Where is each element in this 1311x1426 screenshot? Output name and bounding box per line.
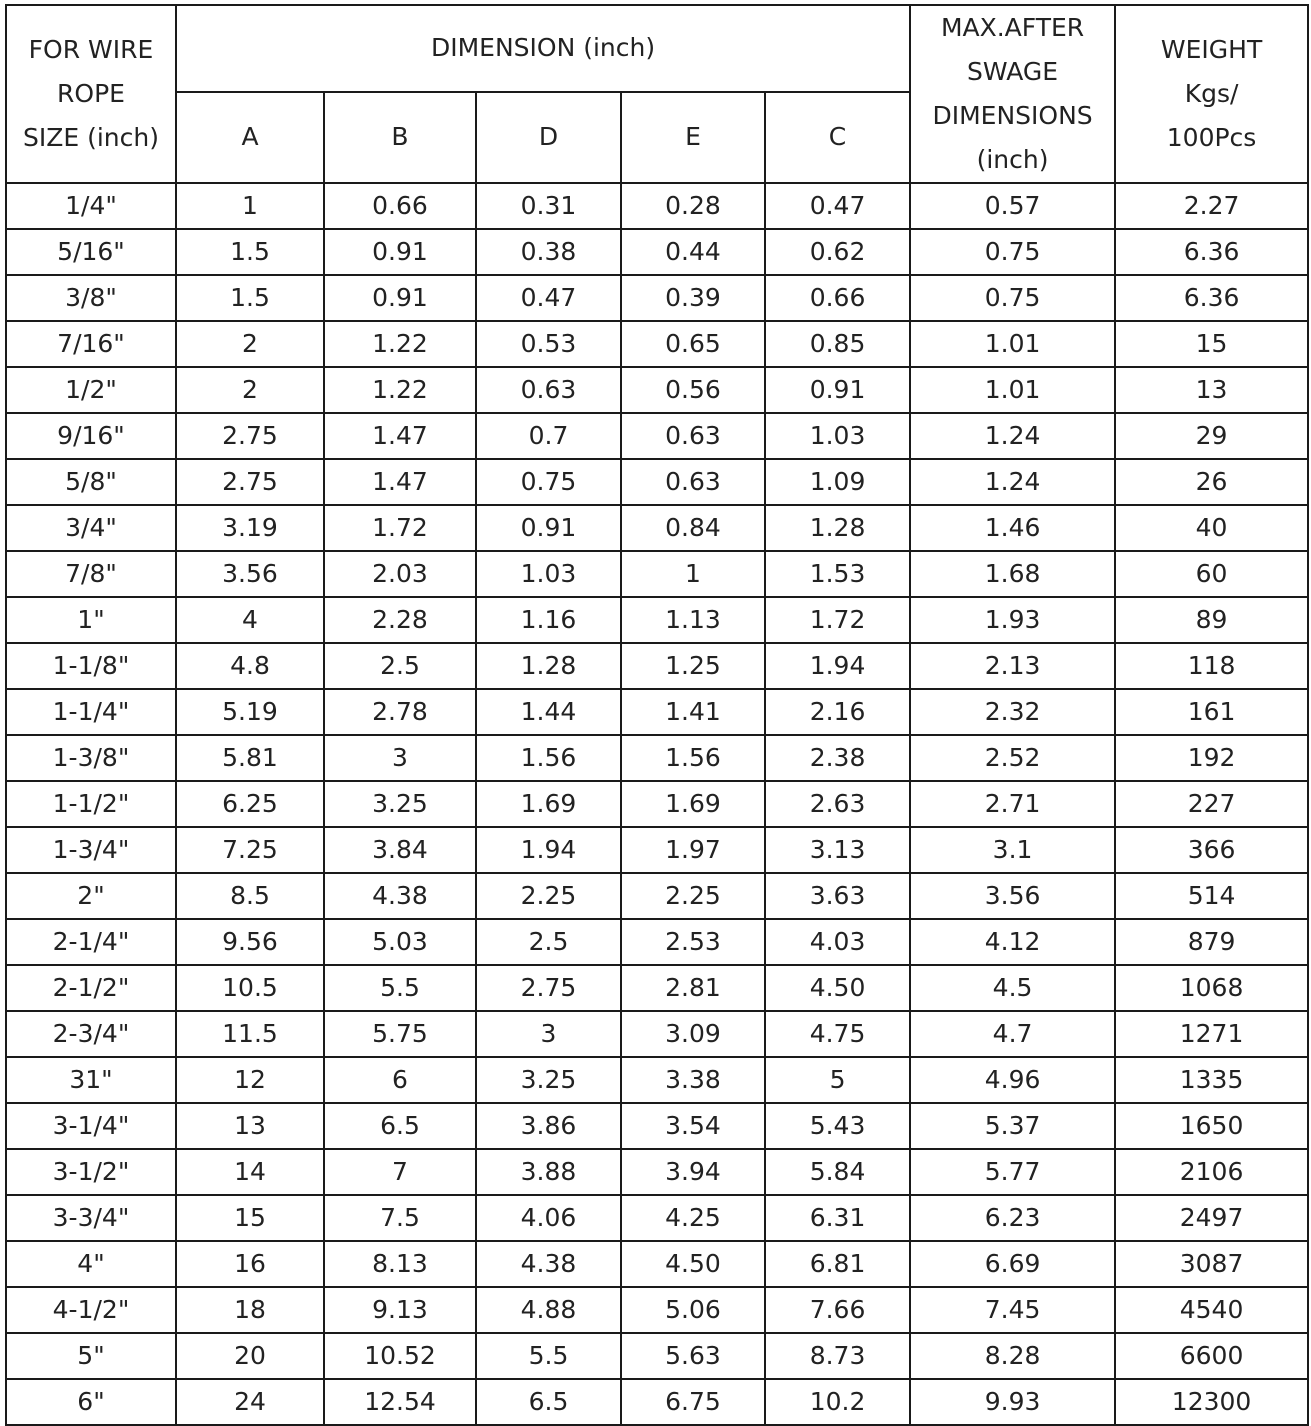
cell-dim-d: 1.28 bbox=[476, 643, 621, 689]
cell-dim-a: 1 bbox=[176, 183, 324, 229]
cell-dim-a: 24 bbox=[176, 1379, 324, 1425]
cell-dim-a: 2.75 bbox=[176, 459, 324, 505]
cell-dim-d: 0.53 bbox=[476, 321, 621, 367]
cell-dim-e: 1.56 bbox=[621, 735, 765, 781]
cell-dim-e: 3.09 bbox=[621, 1011, 765, 1057]
cell-dim-c: 3.13 bbox=[765, 827, 910, 873]
header-dim-b: B bbox=[324, 92, 476, 183]
cell-weight: 161 bbox=[1115, 689, 1308, 735]
cell-max-after-swage: 2.71 bbox=[910, 781, 1115, 827]
cell-dim-e: 0.39 bbox=[621, 275, 765, 321]
cell-dim-b: 0.91 bbox=[324, 275, 476, 321]
cell-wire-rope-size: 2-3/4" bbox=[6, 1011, 176, 1057]
cell-dim-a: 4 bbox=[176, 597, 324, 643]
cell-max-after-swage: 0.75 bbox=[910, 229, 1115, 275]
table-row bbox=[6, 459, 1308, 505]
cell-weight: 118 bbox=[1115, 643, 1308, 689]
cell-max-after-swage: 0.57 bbox=[910, 183, 1115, 229]
header-row-top bbox=[6, 5, 1308, 92]
header-weight-line: WEIGHT bbox=[1160, 35, 1263, 64]
cell-dim-c: 8.73 bbox=[765, 1333, 910, 1379]
cell-dim-d: 4.88 bbox=[476, 1287, 621, 1333]
table-row bbox=[6, 1287, 1308, 1333]
table-row bbox=[6, 965, 1308, 1011]
header-max-after-swage-line: (inch) bbox=[976, 145, 1049, 174]
cell-max-after-swage: 1.24 bbox=[910, 459, 1115, 505]
cell-dim-d: 1.56 bbox=[476, 735, 621, 781]
cell-dim-e: 0.56 bbox=[621, 367, 765, 413]
cell-dim-b: 12.54 bbox=[324, 1379, 476, 1425]
cell-dim-d: 0.7 bbox=[476, 413, 621, 459]
cell-dim-d: 2.75 bbox=[476, 965, 621, 1011]
cell-max-after-swage: 2.32 bbox=[910, 689, 1115, 735]
cell-max-after-swage: 0.75 bbox=[910, 275, 1115, 321]
cell-dim-b: 2.5 bbox=[324, 643, 476, 689]
cell-dim-c: 0.66 bbox=[765, 275, 910, 321]
table-row bbox=[6, 1057, 1308, 1103]
cell-dim-e: 4.50 bbox=[621, 1241, 765, 1287]
cell-weight: 12300 bbox=[1115, 1379, 1308, 1425]
cell-dim-a: 14 bbox=[176, 1149, 324, 1195]
cell-wire-rope-size: 2-1/4" bbox=[6, 919, 176, 965]
cell-max-after-swage: 5.77 bbox=[910, 1149, 1115, 1195]
table-row bbox=[6, 1103, 1308, 1149]
cell-wire-rope-size: 1" bbox=[6, 597, 176, 643]
cell-dim-a: 2 bbox=[176, 367, 324, 413]
table-row bbox=[6, 1011, 1308, 1057]
cell-dim-d: 1.16 bbox=[476, 597, 621, 643]
cell-max-after-swage: 1.01 bbox=[910, 367, 1115, 413]
cell-dim-b: 3.84 bbox=[324, 827, 476, 873]
cell-dim-d: 4.06 bbox=[476, 1195, 621, 1241]
cell-weight: 366 bbox=[1115, 827, 1308, 873]
cell-wire-rope-size: 7/16" bbox=[6, 321, 176, 367]
table-row bbox=[6, 643, 1308, 689]
cell-dim-b: 1.47 bbox=[324, 459, 476, 505]
cell-dim-a: 13 bbox=[176, 1103, 324, 1149]
cell-dim-a: 11.5 bbox=[176, 1011, 324, 1057]
cell-dim-d: 0.75 bbox=[476, 459, 621, 505]
cell-max-after-swage: 6.23 bbox=[910, 1195, 1115, 1241]
cell-max-after-swage: 5.37 bbox=[910, 1103, 1115, 1149]
cell-wire-rope-size: 1-3/4" bbox=[6, 827, 176, 873]
cell-wire-rope-size: 1-1/8" bbox=[6, 643, 176, 689]
cell-dim-d: 0.47 bbox=[476, 275, 621, 321]
cell-dim-d: 3 bbox=[476, 1011, 621, 1057]
cell-dim-a: 3.56 bbox=[176, 551, 324, 597]
cell-weight: 3087 bbox=[1115, 1241, 1308, 1287]
cell-dim-a: 1.5 bbox=[176, 229, 324, 275]
header-dimension: DIMENSION (inch) bbox=[176, 5, 910, 92]
cell-dim-a: 18 bbox=[176, 1287, 324, 1333]
cell-weight: 29 bbox=[1115, 413, 1308, 459]
header-max-after-swage-line: DIMENSIONS bbox=[932, 101, 1093, 130]
cell-max-after-swage: 1.01 bbox=[910, 321, 1115, 367]
cell-dim-b: 6.5 bbox=[324, 1103, 476, 1149]
cell-dim-a: 10.5 bbox=[176, 965, 324, 1011]
cell-dim-b: 0.66 bbox=[324, 183, 476, 229]
cell-dim-c: 1.28 bbox=[765, 505, 910, 551]
cell-dim-a: 2.75 bbox=[176, 413, 324, 459]
cell-weight: 1271 bbox=[1115, 1011, 1308, 1057]
cell-wire-rope-size: 3-1/4" bbox=[6, 1103, 176, 1149]
cell-dim-c: 4.50 bbox=[765, 965, 910, 1011]
cell-dim-e: 0.63 bbox=[621, 413, 765, 459]
cell-weight: 60 bbox=[1115, 551, 1308, 597]
cell-max-after-swage: 2.13 bbox=[910, 643, 1115, 689]
header-max-after-swage-line: SWAGE bbox=[967, 57, 1059, 86]
cell-dim-b: 7.5 bbox=[324, 1195, 476, 1241]
cell-wire-rope-size: 1-1/4" bbox=[6, 689, 176, 735]
cell-max-after-swage: 9.93 bbox=[910, 1379, 1115, 1425]
cell-dim-c: 0.91 bbox=[765, 367, 910, 413]
cell-weight: 40 bbox=[1115, 505, 1308, 551]
cell-dim-b: 5.03 bbox=[324, 919, 476, 965]
cell-dim-d: 0.63 bbox=[476, 367, 621, 413]
cell-dim-b: 4.38 bbox=[324, 873, 476, 919]
cell-wire-rope-size: 4" bbox=[6, 1241, 176, 1287]
cell-weight: 879 bbox=[1115, 919, 1308, 965]
cell-dim-b: 3 bbox=[324, 735, 476, 781]
cell-dim-c: 5.84 bbox=[765, 1149, 910, 1195]
table-row bbox=[6, 275, 1308, 321]
cell-dim-a: 1.5 bbox=[176, 275, 324, 321]
cell-dim-e: 3.54 bbox=[621, 1103, 765, 1149]
cell-dim-d: 0.31 bbox=[476, 183, 621, 229]
cell-dim-b: 9.13 bbox=[324, 1287, 476, 1333]
cell-dim-b: 2.78 bbox=[324, 689, 476, 735]
cell-dim-d: 4.38 bbox=[476, 1241, 621, 1287]
table-row bbox=[6, 735, 1308, 781]
cell-dim-d: 2.25 bbox=[476, 873, 621, 919]
cell-weight: 2.27 bbox=[1115, 183, 1308, 229]
table-row bbox=[6, 229, 1308, 275]
cell-wire-rope-size: 3-1/2" bbox=[6, 1149, 176, 1195]
cell-dim-c: 3.63 bbox=[765, 873, 910, 919]
cell-weight: 26 bbox=[1115, 459, 1308, 505]
cell-dim-e: 2.81 bbox=[621, 965, 765, 1011]
cell-dim-c: 4.75 bbox=[765, 1011, 910, 1057]
cell-dim-c: 1.72 bbox=[765, 597, 910, 643]
cell-dim-a: 6.25 bbox=[176, 781, 324, 827]
table-row bbox=[6, 781, 1308, 827]
cell-dim-d: 6.5 bbox=[476, 1379, 621, 1425]
header-weight bbox=[1115, 5, 1308, 183]
cell-wire-rope-size: 3/4" bbox=[6, 505, 176, 551]
cell-dim-c: 7.66 bbox=[765, 1287, 910, 1333]
cell-weight: 6600 bbox=[1115, 1333, 1308, 1379]
cell-wire-rope-size: 5/8" bbox=[6, 459, 176, 505]
cell-dim-c: 0.47 bbox=[765, 183, 910, 229]
cell-dim-a: 9.56 bbox=[176, 919, 324, 965]
table-row bbox=[6, 597, 1308, 643]
cell-weight: 2497 bbox=[1115, 1195, 1308, 1241]
header-dim-a: A bbox=[176, 92, 324, 183]
cell-dim-e: 0.28 bbox=[621, 183, 765, 229]
cell-wire-rope-size: 3-3/4" bbox=[6, 1195, 176, 1241]
cell-max-after-swage: 4.96 bbox=[910, 1057, 1115, 1103]
table-row bbox=[6, 1195, 1308, 1241]
cell-dim-d: 1.44 bbox=[476, 689, 621, 735]
cell-dim-d: 2.5 bbox=[476, 919, 621, 965]
cell-wire-rope-size: 1/4" bbox=[6, 183, 176, 229]
cell-dim-e: 5.63 bbox=[621, 1333, 765, 1379]
table-row bbox=[6, 919, 1308, 965]
cell-wire-rope-size: 2" bbox=[6, 873, 176, 919]
cell-dim-c: 1.53 bbox=[765, 551, 910, 597]
cell-dim-b: 2.03 bbox=[324, 551, 476, 597]
cell-dim-a: 5.19 bbox=[176, 689, 324, 735]
table-row bbox=[6, 413, 1308, 459]
cell-dim-c: 5.43 bbox=[765, 1103, 910, 1149]
cell-dim-e: 0.44 bbox=[621, 229, 765, 275]
cell-weight: 1650 bbox=[1115, 1103, 1308, 1149]
wire-rope-fitting-spec-table bbox=[5, 4, 1309, 1426]
cell-dim-b: 1.72 bbox=[324, 505, 476, 551]
cell-weight: 227 bbox=[1115, 781, 1308, 827]
header-wire-rope-size-line: FOR WIRE bbox=[28, 35, 154, 64]
cell-wire-rope-size: 1-3/8" bbox=[6, 735, 176, 781]
header-max-after-swage bbox=[910, 5, 1115, 183]
header-weight-line: Kgs/ bbox=[1184, 79, 1239, 108]
cell-wire-rope-size: 6" bbox=[6, 1379, 176, 1425]
cell-max-after-swage: 4.7 bbox=[910, 1011, 1115, 1057]
cell-weight: 1335 bbox=[1115, 1057, 1308, 1103]
table-row bbox=[6, 873, 1308, 919]
cell-dim-b: 1.47 bbox=[324, 413, 476, 459]
cell-weight: 4540 bbox=[1115, 1287, 1308, 1333]
cell-max-after-swage: 7.45 bbox=[910, 1287, 1115, 1333]
header-wire-rope-size-line: ROPE bbox=[57, 79, 125, 108]
table-row bbox=[6, 1379, 1308, 1425]
cell-dim-a: 7.25 bbox=[176, 827, 324, 873]
cell-wire-rope-size: 5" bbox=[6, 1333, 176, 1379]
cell-dim-e: 0.65 bbox=[621, 321, 765, 367]
cell-wire-rope-size: 3/8" bbox=[6, 275, 176, 321]
table-row bbox=[6, 1333, 1308, 1379]
cell-dim-b: 5.5 bbox=[324, 965, 476, 1011]
cell-weight: 15 bbox=[1115, 321, 1308, 367]
cell-dim-e: 4.25 bbox=[621, 1195, 765, 1241]
cell-dim-e: 3.94 bbox=[621, 1149, 765, 1195]
table-row bbox=[6, 505, 1308, 551]
cell-dim-a: 5.81 bbox=[176, 735, 324, 781]
header-weight-line: 100Pcs bbox=[1166, 123, 1257, 152]
cell-max-after-swage: 1.24 bbox=[910, 413, 1115, 459]
cell-dim-d: 0.38 bbox=[476, 229, 621, 275]
cell-dim-b: 10.52 bbox=[324, 1333, 476, 1379]
cell-max-after-swage: 4.12 bbox=[910, 919, 1115, 965]
cell-dim-d: 0.91 bbox=[476, 505, 621, 551]
cell-max-after-swage: 3.1 bbox=[910, 827, 1115, 873]
cell-dim-c: 1.94 bbox=[765, 643, 910, 689]
cell-dim-c: 4.03 bbox=[765, 919, 910, 965]
cell-max-after-swage: 2.52 bbox=[910, 735, 1115, 781]
cell-dim-c: 6.31 bbox=[765, 1195, 910, 1241]
cell-dim-b: 7 bbox=[324, 1149, 476, 1195]
cell-dim-e: 5.06 bbox=[621, 1287, 765, 1333]
table-row bbox=[6, 367, 1308, 413]
cell-dim-b: 2.28 bbox=[324, 597, 476, 643]
header-dim-d: D bbox=[476, 92, 621, 183]
cell-dim-a: 15 bbox=[176, 1195, 324, 1241]
cell-dim-c: 5 bbox=[765, 1057, 910, 1103]
cell-dim-b: 1.22 bbox=[324, 321, 476, 367]
cell-max-after-swage: 6.69 bbox=[910, 1241, 1115, 1287]
cell-dim-d: 1.03 bbox=[476, 551, 621, 597]
cell-dim-a: 2 bbox=[176, 321, 324, 367]
table-body bbox=[6, 183, 1308, 1425]
cell-dim-b: 3.25 bbox=[324, 781, 476, 827]
cell-weight: 89 bbox=[1115, 597, 1308, 643]
cell-weight: 1068 bbox=[1115, 965, 1308, 1011]
cell-dim-b: 0.91 bbox=[324, 229, 476, 275]
cell-wire-rope-size: 9/16" bbox=[6, 413, 176, 459]
cell-wire-rope-size: 1-1/2" bbox=[6, 781, 176, 827]
cell-dim-e: 1.41 bbox=[621, 689, 765, 735]
cell-wire-rope-size: 31" bbox=[6, 1057, 176, 1103]
header-dim-e: E bbox=[621, 92, 765, 183]
cell-weight: 192 bbox=[1115, 735, 1308, 781]
cell-wire-rope-size: 5/16" bbox=[6, 229, 176, 275]
cell-wire-rope-size: 7/8" bbox=[6, 551, 176, 597]
cell-dim-e: 1 bbox=[621, 551, 765, 597]
table-row bbox=[6, 1241, 1308, 1287]
cell-max-after-swage: 4.5 bbox=[910, 965, 1115, 1011]
header-wire-rope-size-line: SIZE (inch) bbox=[23, 123, 159, 152]
cell-dim-e: 3.38 bbox=[621, 1057, 765, 1103]
cell-dim-a: 8.5 bbox=[176, 873, 324, 919]
cell-dim-d: 1.94 bbox=[476, 827, 621, 873]
cell-weight: 2106 bbox=[1115, 1149, 1308, 1195]
cell-max-after-swage: 1.68 bbox=[910, 551, 1115, 597]
cell-wire-rope-size: 4-1/2" bbox=[6, 1287, 176, 1333]
cell-max-after-swage: 8.28 bbox=[910, 1333, 1115, 1379]
cell-dim-d: 3.86 bbox=[476, 1103, 621, 1149]
cell-dim-e: 2.25 bbox=[621, 873, 765, 919]
cell-dim-d: 5.5 bbox=[476, 1333, 621, 1379]
table-row bbox=[6, 1149, 1308, 1195]
header-dim-c: C bbox=[765, 92, 910, 183]
table-row bbox=[6, 551, 1308, 597]
cell-dim-c: 6.81 bbox=[765, 1241, 910, 1287]
table-row bbox=[6, 183, 1308, 229]
cell-dim-a: 16 bbox=[176, 1241, 324, 1287]
cell-dim-e: 6.75 bbox=[621, 1379, 765, 1425]
table-row bbox=[6, 689, 1308, 735]
cell-dim-a: 12 bbox=[176, 1057, 324, 1103]
cell-dim-e: 0.84 bbox=[621, 505, 765, 551]
cell-dim-c: 2.38 bbox=[765, 735, 910, 781]
cell-weight: 6.36 bbox=[1115, 229, 1308, 275]
cell-weight: 514 bbox=[1115, 873, 1308, 919]
table-row bbox=[6, 827, 1308, 873]
cell-dim-e: 1.69 bbox=[621, 781, 765, 827]
cell-dim-d: 1.69 bbox=[476, 781, 621, 827]
cell-dim-b: 5.75 bbox=[324, 1011, 476, 1057]
cell-dim-b: 6 bbox=[324, 1057, 476, 1103]
cell-dim-c: 2.63 bbox=[765, 781, 910, 827]
cell-max-after-swage: 3.56 bbox=[910, 873, 1115, 919]
cell-dim-d: 3.25 bbox=[476, 1057, 621, 1103]
cell-dim-e: 0.63 bbox=[621, 459, 765, 505]
cell-dim-b: 1.22 bbox=[324, 367, 476, 413]
cell-dim-b: 8.13 bbox=[324, 1241, 476, 1287]
table-row bbox=[6, 321, 1308, 367]
cell-dim-c: 0.85 bbox=[765, 321, 910, 367]
cell-weight: 6.36 bbox=[1115, 275, 1308, 321]
header-max-after-swage-line: MAX.AFTER bbox=[940, 13, 1085, 42]
cell-dim-c: 10.2 bbox=[765, 1379, 910, 1425]
header-wire-rope-size bbox=[6, 5, 176, 183]
cell-dim-c: 1.03 bbox=[765, 413, 910, 459]
cell-dim-a: 20 bbox=[176, 1333, 324, 1379]
cell-dim-a: 4.8 bbox=[176, 643, 324, 689]
cell-dim-e: 1.13 bbox=[621, 597, 765, 643]
cell-dim-c: 1.09 bbox=[765, 459, 910, 505]
cell-max-after-swage: 1.93 bbox=[910, 597, 1115, 643]
cell-dim-e: 1.25 bbox=[621, 643, 765, 689]
cell-weight: 13 bbox=[1115, 367, 1308, 413]
cell-dim-d: 3.88 bbox=[476, 1149, 621, 1195]
cell-max-after-swage: 1.46 bbox=[910, 505, 1115, 551]
cell-dim-a: 3.19 bbox=[176, 505, 324, 551]
cell-dim-e: 1.97 bbox=[621, 827, 765, 873]
cell-dim-e: 2.53 bbox=[621, 919, 765, 965]
cell-wire-rope-size: 2-1/2" bbox=[6, 965, 176, 1011]
cell-dim-c: 0.62 bbox=[765, 229, 910, 275]
cell-wire-rope-size: 1/2" bbox=[6, 367, 176, 413]
cell-dim-c: 2.16 bbox=[765, 689, 910, 735]
